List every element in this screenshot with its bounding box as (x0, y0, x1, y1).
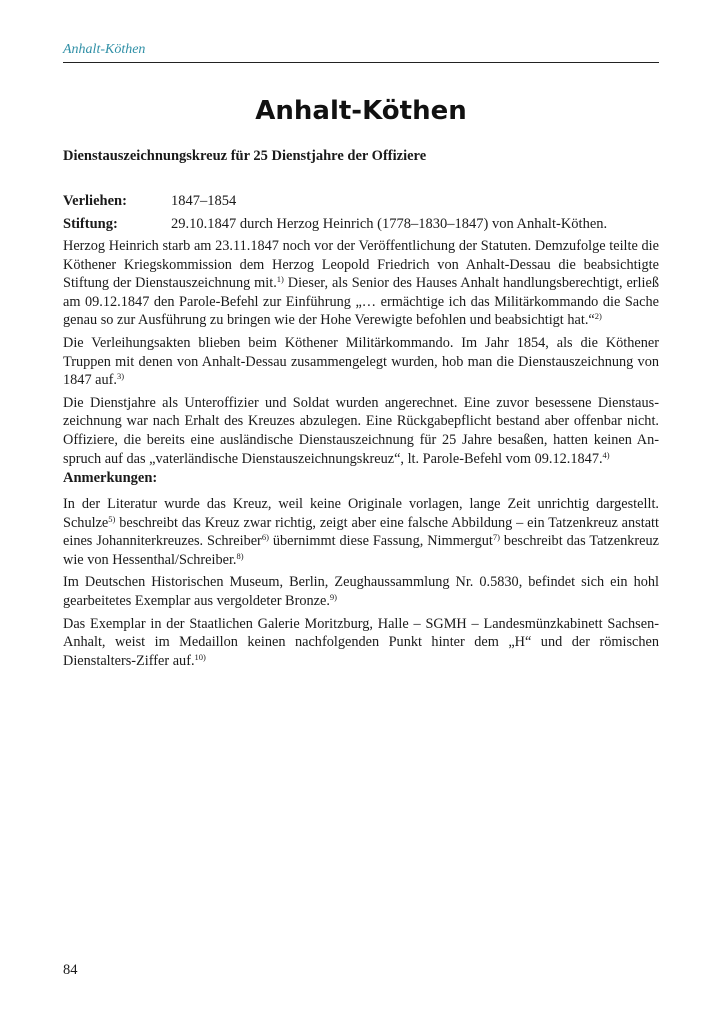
verliehen-label: Verliehen: (63, 193, 127, 209)
paragraph-1-text-a: Herzog Heinrich starb am 23.11.1847 noch vor der Veröffentlichung der Statuten. Demzufolge teilte die Köthener Kriegskommission dem Herzog Leopold Friedrich von Anhalt-Dessau die beabsichtigte Stiftung der Dienstauszeichnung mit. (63, 238, 659, 292)
stiftung-value: 29.10.1847 durch Herzog Heinrich (1778–1830–1847) von Anhalt-Köthen. (171, 216, 608, 232)
footnote-ref-1: 1) (276, 274, 284, 285)
paragraph-3-text: Die Dienstjahre als Unteroffizier und Soldat wurden angerechnet. Eine zuvor besessene Dienstauszeichnung war nach Erhalt des Kreuzes abzulegen. Eine Rückgabepflicht bestand aber offenbar nicht. Offiziere, die bereits eine ausländische Dienstauszeichnung für 25 Jahre besaßen, hatten keinen Anspruch auf das „vaterländische Dienstauszeichnungskreuz“, lt. Parole-Befehl vom 09.12.1847. (63, 394, 659, 467)
stiftung-label: Stiftung: (63, 216, 118, 232)
running-head: Anhalt-Köthen (63, 42, 146, 57)
footnote-ref-2: 2) (594, 311, 602, 322)
main-text (63, 237, 659, 472)
footnote-ref-3: 3) (117, 371, 125, 382)
anmerkung-1-text-b: beschreibt das Kreuz zwar richtig, zeigt aber eine falsche Abbildung – ein Tatzenkreuz anstatt eines Johanniterkreuzes. Schreiber (63, 514, 659, 550)
footnote-ref-7: 7) (492, 532, 500, 543)
anmerkung-3-text: Das Exemplar in der Staatlichen Galerie Moritzburg, Halle – SGMH – Landesmünzkabinett Sachsen-Anhalt, weist im Medaillon keinen nachfolgenden Punkt hinter dem „H“ und der römischen Dienstalters-Ziffer auf. (63, 615, 659, 669)
footnote-ref-6: 6) (261, 532, 269, 543)
footnote-ref-10: 10) (194, 651, 206, 662)
anmerkung-3 (63, 615, 659, 671)
verliehen-value: 1847–1854 (171, 193, 237, 209)
paragraph-1 (63, 237, 659, 330)
footnote-ref-5: 5) (108, 513, 116, 524)
subtitle: Dienstauszeichnungskreuz für 25 Dienstjahre der Offiziere (63, 148, 427, 164)
anmerkung-1 (63, 495, 659, 569)
anmerkungen-heading: Anmerkungen: (63, 470, 158, 486)
paragraph-3 (63, 394, 659, 468)
anmerkung-2-text: Im Deutschen Historischen Museum, Berlin, Zeughaussammlung Nr. 0.5830, befindet sich ein hohl gearbeitetes Exemplar aus vergoldeter Bronze. (63, 574, 659, 609)
anmerkung-1-text-a: In der Literatur wurde das Kreuz, weil keine Originale vorlagen, lange Zeit unrichtig dargestellt. Schulze (63, 496, 659, 531)
page-number: 84 (63, 962, 78, 978)
footnote-ref-8: 8) (236, 550, 244, 561)
paragraph-1-text-b: Dieser, als Senior des Hauses Anhalt handlungsberechtigt, erließ am 09.12.1847 den Parole-Befehl zur Einführung „… ermächtige ich das Militärkommando die Sache genau so zur Ausführung zu bringen wie der Hohe Verewigte befohlen und beabsichtigt hat.“ (63, 275, 659, 329)
paragraph-2 (63, 334, 659, 390)
footnote-ref-9: 9) (329, 591, 337, 602)
anmerkung-1-text-c: übernimmt diese Fassung, Nimmergut (268, 533, 493, 550)
paragraph-2-text: Die Verleihungsakten blieben beim Köthener Militärkommando. Im Jahr 1854, als die Köthener Truppen mit denen von Anhalt-Dessau zusammengelegt wurden, hob man die Dienstauszeichnung von 1847 auf. (63, 334, 659, 389)
footnote-ref-4: 4) (602, 449, 610, 460)
page-title: Anhalt-Köthen (255, 96, 467, 126)
anmerkungen-section (63, 470, 659, 674)
anmerkung-2 (63, 573, 659, 610)
anmerkung-1-text-d: beschreibt das Tatzenkreuz wie von Hessenthal/Schreiber. (63, 533, 659, 568)
header-rule (63, 62, 659, 63)
